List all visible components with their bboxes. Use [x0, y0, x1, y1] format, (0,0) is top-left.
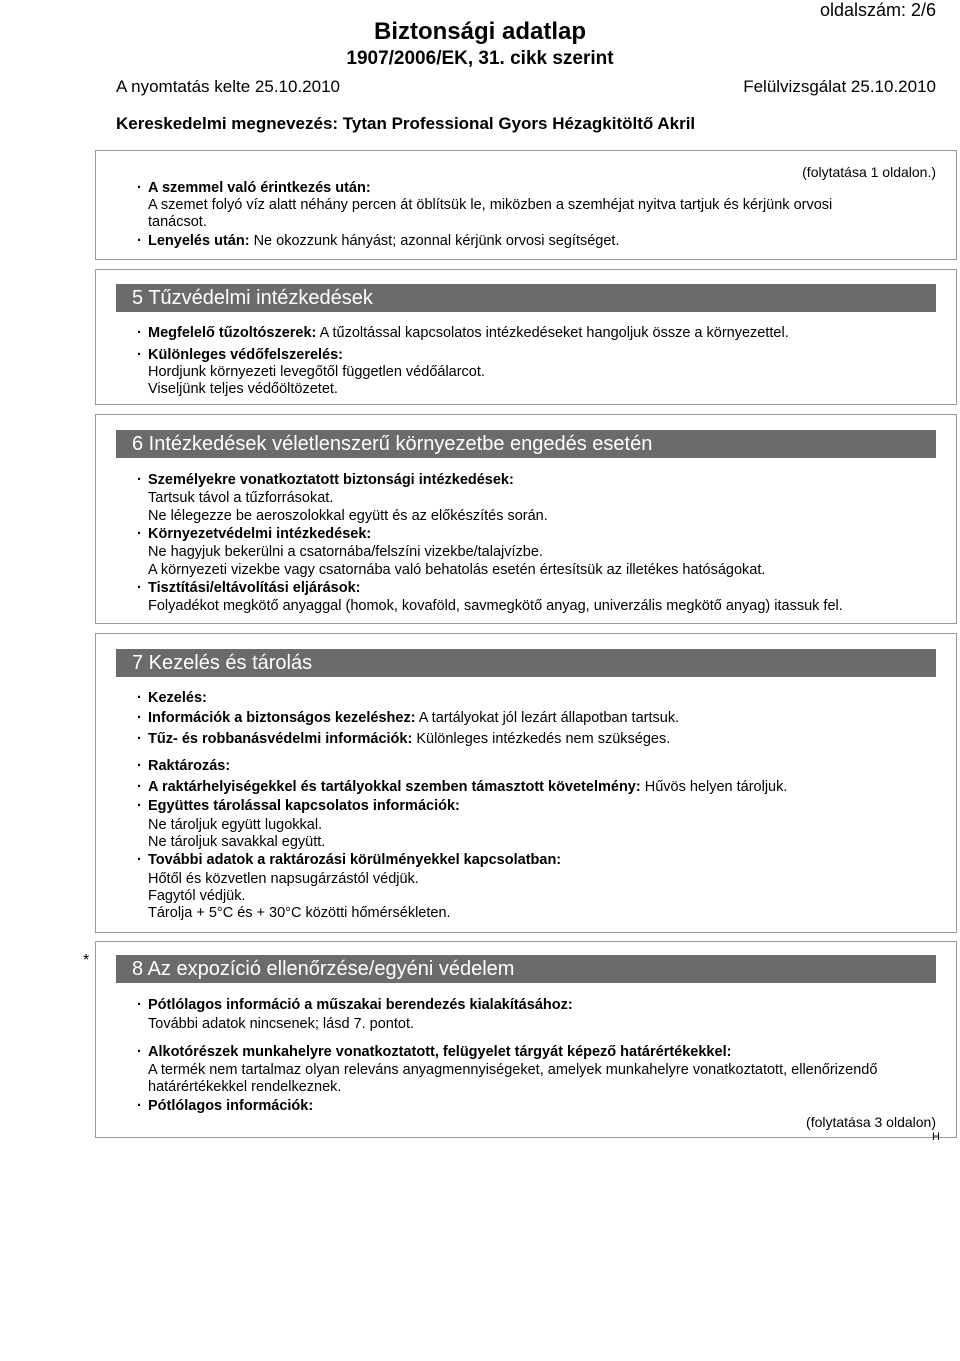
personal-precautions-text-2: Ne lélegezze be aeroszolokkal együtt és az előkészítés során.	[148, 508, 548, 524]
environmental-precautions-heading: · Környezetvédelmi intézkedések:	[137, 526, 372, 542]
cleanup-heading: · Tisztítási/eltávolítási eljárások:	[137, 580, 361, 596]
cleanup-text: Folyadékot megkötő anyaggal (homok, kovaföld, savmegkötő anyag, univerzális megkötő anyag) itassuk fel.	[148, 598, 843, 614]
section-8-title: 8 Az expozíció ellenőrzése/egyéni védelem	[116, 955, 936, 983]
joint-storage-text-2: Ne tároljuk savakkal együtt.	[148, 834, 326, 850]
continued-next-note: (folytatása 3 oldalon)	[806, 1114, 936, 1130]
language-code: H	[932, 1131, 940, 1143]
swallowing-line: · Lenyelés után: Ne okozzunk hányást; azonnal kérjünk orvosi segítséget.	[137, 233, 620, 249]
further-storage-text-3: Tárolja + 5°C és + 30°C közötti hőmérsékleten.	[148, 905, 451, 921]
change-marker: *	[83, 952, 90, 969]
exposure-limits-text-1: A termék nem tartalmaz olyan releváns anyagmennyiségeket, amelyek munkahelyre vonatkoztatott, ellenőrizendő	[148, 1062, 878, 1078]
eye-contact-text-cont: tanácsot.	[148, 214, 207, 230]
storage-heading: · Raktározás:	[137, 758, 231, 774]
protective-equipment-text-1: Hordjunk környezeti levegőtől független védőálarcot.	[148, 364, 485, 380]
further-storage-text-2: Fagytól védjük.	[148, 888, 246, 904]
revision-date: Felülvizsgálat 25.10.2010	[743, 77, 936, 96]
safe-handling-line: · Információk a biztonságos kezeléshez: A tartályokat jól lezárt állapotban tartsuk.	[137, 710, 680, 726]
eye-contact-text: A szemet folyó víz alatt néhány percen át öblítsük le, miközben a szemhéjat nyitva tartjuk és kérjünk orvosi	[148, 197, 833, 213]
document-title: Biztonsági adatlap	[373, 18, 587, 45]
fire-explosion-line: · Tűz- és robbanásvédelmi információk: Különleges intézkedés nem szükséges.	[137, 731, 671, 747]
handling-heading: · Kezelés:	[137, 690, 207, 706]
engineering-controls-heading: · Pótlólagos információ a műszakai berendezés kialakításához:	[137, 997, 573, 1013]
extinguishing-media: · Megfelelő tűzoltószerek: A tűzoltással kapcsolatos intézkedéseket hangoljuk össze a környezettel.	[137, 325, 789, 341]
protective-equipment-text-2: Viseljünk teljes védőöltözetet.	[148, 381, 338, 397]
further-storage-heading: · További adatok a raktározási körülményekkel kapcsolatban:	[137, 852, 562, 868]
environmental-precautions-text-1: Ne hagyjuk bekerülni a csatornába/felszíni vizekbe/talajvízbe.	[148, 544, 543, 560]
environmental-precautions-text-2: A környezeti vizekbe vagy csatornába való behatolás esetén értesítsük az illetékes hatóságokat.	[148, 562, 766, 578]
exposure-limits-text-2: határértékekkel rendelkeznek.	[148, 1079, 342, 1095]
joint-storage-text-1: Ne tároljuk együtt lugokkal.	[148, 817, 323, 833]
protective-equipment-heading: · Különleges védőfelszerelés:	[137, 347, 344, 363]
section-6-title: 6 Intézkedések véletlenszerű környezetbe engedés esetén	[116, 430, 936, 458]
exposure-limits-heading: · Alkotórészek munkahelyre vonatkoztatott, felügyelet tárgyát képező határértékekkel:	[137, 1044, 732, 1060]
personal-precautions-text-1: Tartsuk távol a tűzforrásokat.	[148, 490, 334, 506]
joint-storage-heading: · Együttes tárolással kapcsolatos információk:	[137, 798, 460, 814]
continued-note: (folytatása 1 oldalon.)	[802, 164, 936, 180]
personal-precautions-heading: · Személyekre vonatkoztatott biztonsági intézkedések:	[137, 472, 514, 488]
page-number: oldalszám: 2/6	[819, 0, 936, 20]
document-subtitle: 1907/2006/EK, 31. cikk szerint	[346, 48, 614, 69]
section-7-title: 7 Kezelés és tárolás	[116, 649, 936, 677]
eye-contact-heading: · A szemmel való érintkezés után:	[137, 180, 371, 196]
additional-info-heading: · Pótlólagos információk:	[137, 1098, 314, 1114]
engineering-controls-text: További adatok nincsenek; lásd 7. pontot.	[148, 1016, 415, 1032]
section-5-title: 5 Tűzvédelmi intézkedések	[116, 284, 936, 312]
storage-requirements-line: · A raktárhelyiségekkel és tartályokkal szemben támasztott követelmény: Hűvös helyen tároljuk.	[137, 779, 788, 795]
print-date: A nyomtatás kelte 25.10.2010	[116, 77, 340, 96]
further-storage-text-1: Hőtől és közvetlen napsugárzástól védjük.	[148, 871, 419, 887]
trade-name: Kereskedelmi megnevezés: Tytan Professional Gyors Hézagkitöltő Akril	[116, 114, 696, 133]
